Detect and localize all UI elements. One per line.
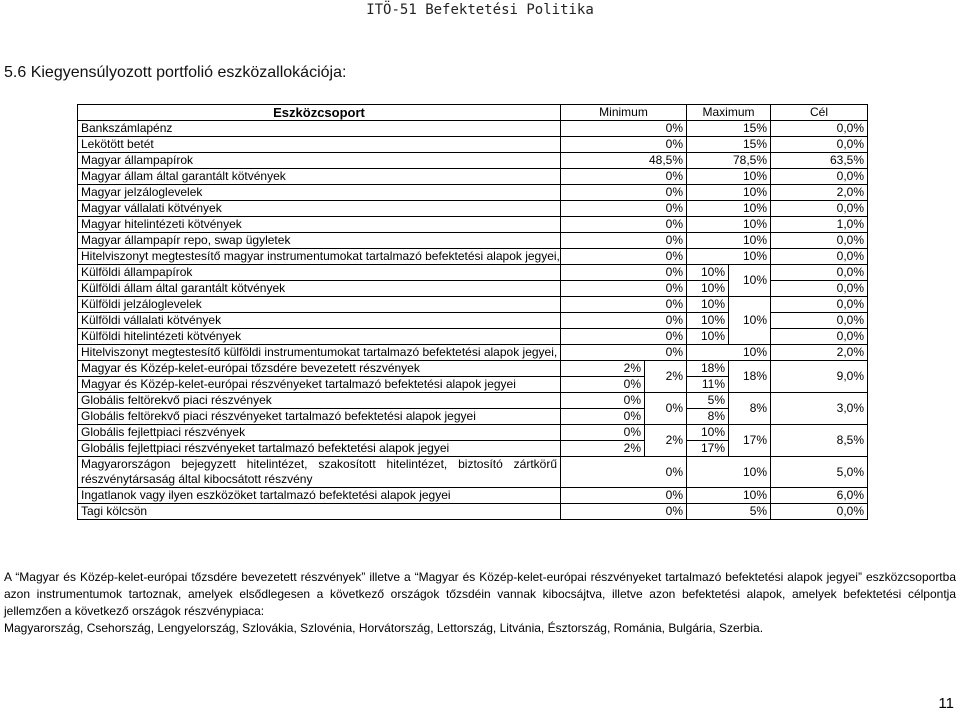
table-row	[78, 297, 868, 313]
row-max: 10%	[687, 249, 771, 265]
page-header: ITÖ-51 Befektetési Politika	[366, 2, 594, 18]
row-max: 11%	[687, 377, 729, 393]
row-min: 0%	[561, 281, 687, 297]
row-target: 0,0%	[771, 201, 868, 217]
row-label: Globális feltörekvő piaci részvényeket tartalmazó befektetési alapok jegyei	[78, 409, 561, 425]
row-max: 10%	[687, 265, 729, 281]
row-label: Külföldi jelzáloglevelek	[78, 297, 561, 313]
row-max: 15%	[687, 137, 771, 153]
row-max: 10%	[687, 488, 771, 504]
row-min: 0%	[561, 457, 687, 488]
row-target: 5,0%	[771, 457, 868, 488]
row-min: 0%	[561, 488, 687, 504]
row-max: 10%	[687, 185, 771, 201]
row-target: 0,0%	[771, 281, 868, 297]
row-target: 0,0%	[771, 249, 868, 265]
header-max: Maximum	[687, 105, 771, 121]
row-target: 3,0%	[771, 393, 868, 425]
table-row	[78, 137, 868, 153]
row-label: Globális feltörekvő piaci részvények	[78, 393, 561, 409]
row-min: 2%	[561, 361, 645, 377]
country-list-paragraph: Magyarország, Csehország, Lengyelország, Szlovákia, Szlovénia, Horvátország, Lettország, Litvánia, Észtország, Románia, Bulgária, Szerbia.	[4, 621, 764, 635]
group-min: 0%	[645, 393, 687, 425]
row-target: 63,5%	[771, 153, 868, 169]
group-max: 10%	[729, 297, 771, 345]
row-label: Lekötött betét	[78, 137, 561, 153]
row-label: Bankszámlapénz	[78, 121, 561, 137]
row-label: Hitelviszonyt megtestesítő magyar instrumentumokat tartalmazó befektetési alapok jegyei,	[78, 249, 561, 265]
row-label: Külföldi állam által garantált kötvények	[78, 281, 561, 297]
row-label: Külföldi hitelintézeti kötvények	[78, 329, 561, 345]
row-label: Magyar jelzáloglevelek	[78, 185, 561, 201]
row-label: Magyarországon bejegyzett hitelintézet, szakosított hitelintézet, biztosító zártkörű részvénytársaság által kibocsátott részvény	[78, 457, 561, 488]
row-label: Magyar hitelintézeti kötvények	[78, 217, 561, 233]
table-row	[78, 169, 868, 185]
row-min: 0%	[561, 425, 645, 441]
group-max: 17%	[729, 425, 771, 457]
row-target: 9,0%	[771, 361, 868, 393]
row-target: 0,0%	[771, 313, 868, 329]
row-max: 8%	[687, 409, 729, 425]
table-row	[78, 345, 868, 361]
row-target: 2,0%	[771, 185, 868, 201]
group-max: 8%	[729, 393, 771, 425]
row-label: Globális fejlettpiaci részvényeket tartalmazó befektetési alapok jegyei	[78, 441, 561, 457]
row-max: 18%	[687, 361, 729, 377]
row-label: Hitelviszonyt megtestesítő külföldi instrumentumokat tartalmazó befektetési alapok jegyei,	[78, 345, 561, 361]
row-max: 15%	[687, 121, 771, 137]
row-label: Magyar állampapírok	[78, 153, 561, 169]
row-min: 0%	[561, 217, 687, 233]
table-row	[78, 153, 868, 169]
table-row	[78, 233, 868, 249]
page-number: 11	[938, 695, 954, 712]
allocation-table	[77, 104, 868, 520]
row-min: 0%	[561, 137, 687, 153]
group-min: 2%	[645, 361, 687, 393]
row-min: 0%	[561, 313, 687, 329]
row-max: 78,5%	[687, 153, 771, 169]
row-target: 6,0%	[771, 488, 868, 504]
row-min: 0%	[561, 265, 687, 281]
row-label: Globális fejlettpiaci részvények	[78, 425, 561, 441]
row-target: 0,0%	[771, 169, 868, 185]
group-max: 10%	[729, 265, 771, 297]
row-label: Külföldi állampapírok	[78, 265, 561, 281]
row-min: 0%	[561, 329, 687, 345]
row-target: 0,0%	[771, 329, 868, 345]
row-min: 0%	[561, 249, 687, 265]
row-target: 8,5%	[771, 425, 868, 457]
table-row	[78, 488, 868, 504]
row-target: 2,0%	[771, 345, 868, 361]
row-label: Ingatlanok vagy ilyen eszközöket tartalmazó befektetési alapok jegyei	[78, 488, 561, 504]
row-min: 2%	[561, 441, 645, 457]
row-max: 5%	[687, 393, 729, 409]
table-row	[78, 425, 868, 441]
row-max: 10%	[687, 457, 771, 488]
table-row	[78, 457, 868, 488]
row-label: Magyar és Közép-kelet-európai részvényeket tartalmazó befektetési alapok jegyei	[78, 377, 561, 393]
row-max: 10%	[687, 313, 729, 329]
row-target: 1,0%	[771, 217, 868, 233]
row-label: Magyar állampapír repo, swap ügyletek	[78, 233, 561, 249]
row-max: 10%	[687, 233, 771, 249]
row-max: 10%	[687, 281, 729, 297]
row-min: 48,5%	[561, 153, 687, 169]
table-row	[78, 201, 868, 217]
group-min: 2%	[645, 425, 687, 457]
row-min: 0%	[561, 393, 645, 409]
row-target: 0,0%	[771, 233, 868, 249]
row-min: 0%	[561, 345, 687, 361]
header-target: Cél	[771, 105, 868, 121]
header-min: Minimum	[561, 105, 687, 121]
table-row	[78, 121, 868, 137]
row-min: 0%	[561, 297, 687, 313]
row-min: 0%	[561, 504, 687, 520]
row-max: 10%	[687, 297, 729, 313]
row-label: Magyar és Közép-kelet-európai tőzsdére bevezetett részvények	[78, 361, 561, 377]
row-min: 0%	[561, 409, 645, 425]
table-row	[78, 393, 868, 409]
table-row	[78, 185, 868, 201]
row-min: 0%	[561, 169, 687, 185]
row-label: Tagi kölcsön	[78, 504, 561, 520]
row-target: 0,0%	[771, 121, 868, 137]
row-max: 10%	[687, 169, 771, 185]
row-label: Magyar állam által garantált kötvények	[78, 169, 561, 185]
table-header-row	[78, 105, 868, 121]
row-label: Külföldi vállalati kötvények	[78, 313, 561, 329]
header-group: Eszközcsoport	[78, 105, 561, 121]
row-min: 0%	[561, 377, 645, 393]
table-row	[78, 361, 868, 377]
table-row	[78, 265, 868, 281]
row-max: 10%	[687, 345, 771, 361]
row-target: 0,0%	[771, 504, 868, 520]
group-max: 18%	[729, 361, 771, 393]
row-max: 10%	[687, 217, 771, 233]
row-min: 0%	[561, 201, 687, 217]
row-min: 0%	[561, 233, 687, 249]
row-label: Magyar vállalati kötvények	[78, 201, 561, 217]
row-target: 0,0%	[771, 137, 868, 153]
table-row	[78, 504, 868, 520]
row-max: 5%	[687, 504, 771, 520]
row-max: 10%	[687, 329, 729, 345]
note-paragraph: A “Magyar és Közép-kelet-európai tőzsdére bevezetett részvények” illetve a “Magyar és Közép-kelet-európai részvényeket tartalmazó befektetési alapok jegyei” eszközcsoportba azon instrumentumok tartoznak, amelyek elsődlegesen a következő országok tőzsdéin vannak kibocsájtva, illetve azon befektetési alapok, amelyek befektetési célpontja jellemzően a következő országok részvénypiaca:	[4, 570, 956, 618]
row-target: 0,0%	[771, 297, 868, 313]
row-min: 0%	[561, 185, 687, 201]
row-max: 17%	[687, 441, 729, 457]
row-min: 0%	[561, 121, 687, 137]
row-max: 10%	[687, 201, 771, 217]
row-target: 0,0%	[771, 265, 868, 281]
row-max: 10%	[687, 425, 729, 441]
section-title: 5.6 Kiegyensúlyozott portfolió eszközallokációja:	[4, 64, 347, 81]
table-row	[78, 217, 868, 233]
table-row	[78, 249, 868, 265]
